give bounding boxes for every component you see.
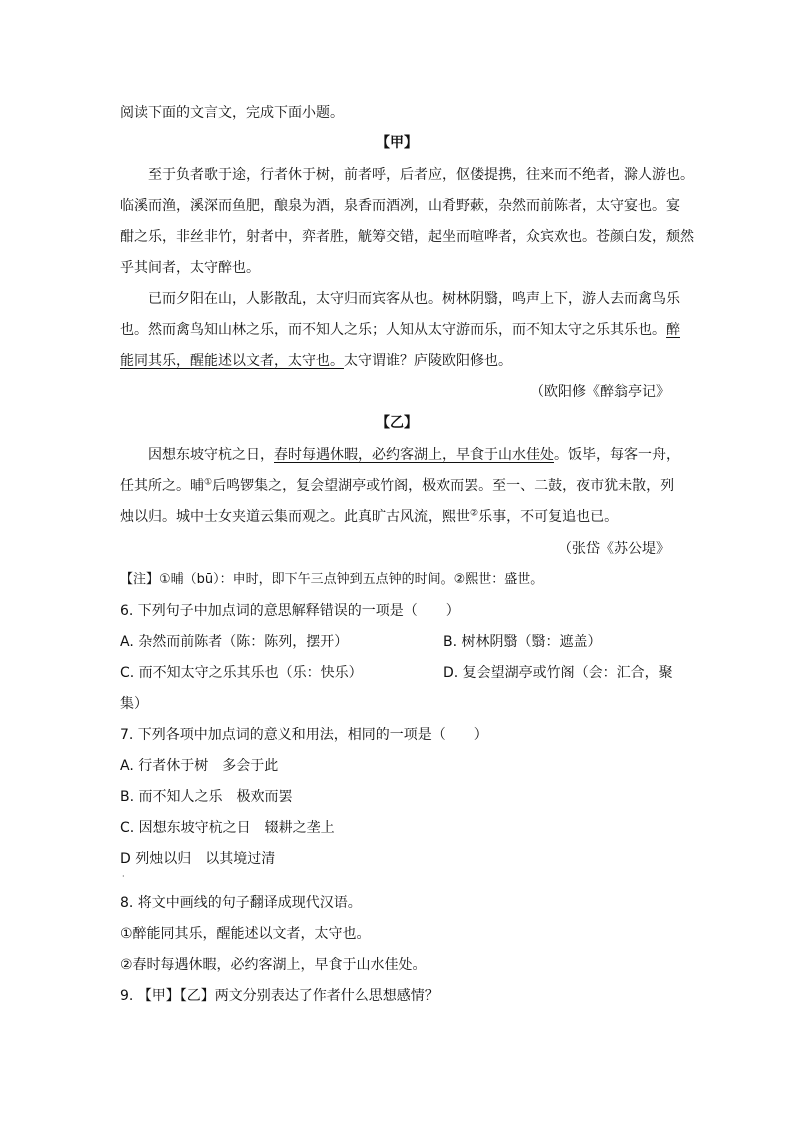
underlined-sentence: 春时每遇休暇，必约客湖上，早食于山水佳处 [274, 447, 554, 463]
jia-paragraph-1-line-3: 酣之乐，非丝非竹，射者中，弈者胜，觥筹交错，起坐而喧哗者，众宾欢也。苍颜白发，颓然 [120, 229, 694, 245]
jia-paragraph-1-line-2: 临溪而渔，溪深而鱼肥，酿泉为酒，泉香而酒冽，山肴野蔌，杂然而前陈者，太守宴也。宴 [120, 198, 680, 214]
question-7-stem: 7. 下列各项中加点词的意义和用法，相同的一项是（ ） [120, 727, 488, 743]
question-6-stem: 6. 下列句子中加点词的意思解释错误的一项是（ ） [120, 603, 460, 619]
yi-text: 任其所之。晡 [120, 478, 204, 494]
jia-paragraph-2-line-3 [120, 351, 512, 371]
question-6-option-a: A. 杂然而前陈者（陈：陈列，摆开） [120, 634, 349, 650]
question-6-option-c: C. 而不知太守之乐其乐也（乐：快乐） [120, 665, 363, 681]
footnote-marker: ② [470, 508, 479, 519]
jia-source: （欧阳修《醉翁亭记》 [530, 384, 670, 400]
underlined-sentence: 能同其乐，醒能述以文者，太守也。 [120, 353, 344, 369]
jia-paragraph-2-line-2 [120, 320, 680, 340]
jia-paragraph-2-line-1: 已而夕阳在山，人影散乱，太守归而宾客从也。树林阴翳，鸣声上下，游人去而禽鸟乐 [148, 291, 680, 307]
stray-dot-mark: · [122, 872, 125, 881]
annotation-note: 【注】①晡（bū）：申时，即下午三点钟到五点钟的时间。②熙世：盛世。 [120, 572, 544, 587]
yi-line-3 [120, 507, 618, 527]
yi-source: （张岱《苏公堤》 [558, 541, 670, 557]
yi-text: 烛以归。城中士女夹道云集而观之。此真旷古风流，熙世 [120, 509, 470, 525]
yi-text: 。饭毕，每客一舟， [554, 447, 680, 463]
yi-text: 乐事，不可复追也已。 [478, 509, 619, 525]
yi-text: 后鸣锣集之，复会望湖亭或竹阁，极欢而罢。至一、二鼓，夜市犹未散，列 [212, 478, 675, 494]
footnote-marker: ① [204, 477, 213, 488]
question-6-option-b: B. 树林阴翳（翳：遮盖） [443, 634, 602, 650]
question-9-stem: 9. 【甲】【乙】两文分别表达了作者什么思想感情？ [120, 988, 439, 1004]
section-heading-yi: 【乙】 [376, 415, 418, 431]
question-6-option-d-continued: 集） [120, 696, 148, 712]
question-8-sentence-1: ①醉能同其乐，醒能述以文者，太守也。 [120, 926, 371, 942]
question-7-option-b: B. 而不知人之乐 极欢而罢 [120, 789, 293, 805]
yi-line-2 [120, 476, 674, 496]
question-6-option-d: D. 复会望湖亭或竹阁（会：汇合，聚 [443, 665, 673, 681]
jia-paragraph-1-line-4: 乎其间者，太守醉也。 [120, 260, 260, 276]
instruction-text: 阅读下面的文言文，完成下面小题。 [120, 105, 344, 121]
yi-text: 因想东坡守杭之日， [148, 447, 274, 463]
section-heading-jia: 【甲】 [376, 135, 418, 151]
question-8-stem: 8. 将文中画线的句子翻译成现代汉语。 [120, 895, 362, 911]
underlined-sentence-part: 醉 [666, 322, 680, 338]
jia-paragraph-1-line-1: 至于负者歌于途，行者休于树，前者呼，后者应，伛偻提携，往来而不绝者，滁人游也。 [148, 167, 694, 183]
question-7-option-a: A. 行者休于树 多会于此 [120, 758, 279, 774]
yi-line-1 [148, 445, 680, 465]
jia-text: 太守谓谁？庐陵欧阳修也。 [344, 353, 512, 369]
question-7-option-c: C. 因想东坡守杭之日 辍耕之垄上 [120, 820, 335, 836]
jia-text: 也。然而禽鸟知山林之乐，而不知人之乐；人知从太守游而乐，而不知太守之乐其乐也。 [120, 322, 666, 338]
question-7-option-d: D 列烛以归 以其境过清 [120, 851, 276, 867]
question-8-sentence-2: ②春时每遇休暇，必约客湖上，早食于山水佳处。 [120, 957, 427, 973]
